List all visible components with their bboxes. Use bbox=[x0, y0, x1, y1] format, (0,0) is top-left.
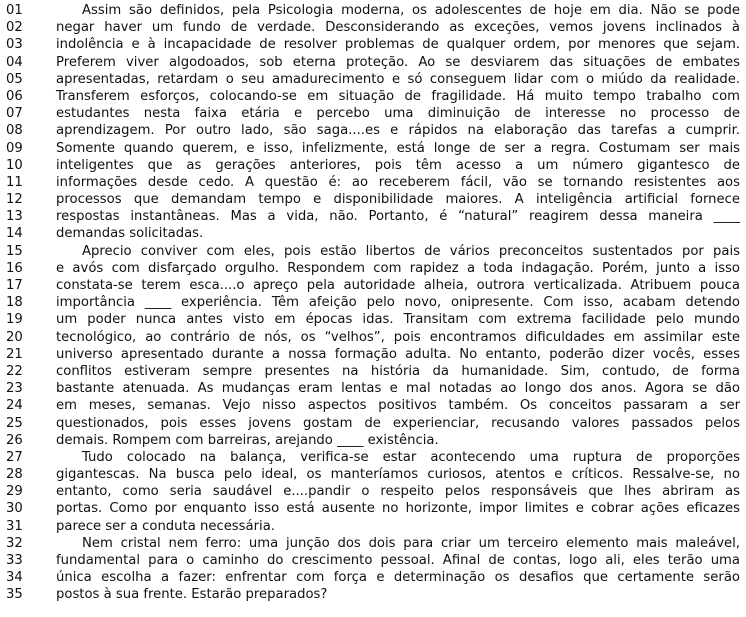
text-line bbox=[0, 174, 746, 191]
line-text: e avós com disfarçado orgulho. Respondem com rapidez a toda indagação. Porém, junto a isso bbox=[56, 260, 740, 276]
line-number: 09 bbox=[6, 140, 23, 156]
text-line bbox=[0, 466, 746, 483]
text-line bbox=[0, 243, 746, 260]
text-line bbox=[0, 2, 746, 19]
text-line bbox=[0, 346, 746, 363]
text-line bbox=[0, 518, 746, 535]
line-number: 20 bbox=[6, 329, 23, 345]
line-number: 03 bbox=[6, 37, 23, 53]
text-line bbox=[0, 569, 746, 586]
line-number: 06 bbox=[6, 88, 23, 104]
line-text: Nem cristal nem ferro: uma junção dos dois para criar um terceiro elemento mais maleável, bbox=[82, 535, 740, 551]
line-text: um poder nunca antes visto em épocas idas. Transitam com extrema facilidade pelo mundo bbox=[56, 312, 740, 328]
line-text: estudantes nesta faixa etária e percebo uma diminuição de interesse no processo de bbox=[56, 106, 740, 122]
text-line bbox=[0, 88, 746, 105]
text-line bbox=[0, 363, 746, 380]
text-line bbox=[0, 329, 746, 346]
line-text: questionados, pois esses jovens gostam de experienciar, recusando valores passados pelos bbox=[56, 415, 740, 431]
text-line bbox=[0, 225, 746, 242]
text-line bbox=[0, 311, 746, 328]
text-line bbox=[0, 449, 746, 466]
line-number: 17 bbox=[6, 278, 23, 293]
text-line bbox=[0, 586, 746, 603]
text-line bbox=[0, 380, 746, 397]
line-text: informações desde cedo. A questão é: ao receberem fácil, vão se tornando resistentes aos bbox=[56, 174, 740, 190]
line-number: 29 bbox=[6, 484, 23, 500]
text-line bbox=[0, 552, 746, 569]
line-number: 05 bbox=[6, 71, 23, 87]
text-line bbox=[0, 483, 746, 500]
line-number: 21 bbox=[6, 346, 23, 362]
text-line bbox=[0, 122, 746, 139]
line-number: 07 bbox=[6, 106, 23, 122]
text-line bbox=[0, 157, 746, 174]
text-line bbox=[0, 432, 746, 449]
line-text: importância ____ experiência. Têm afeição pelo novo, onipresente. Com isso, acabam detendo bbox=[56, 295, 740, 311]
line-number: 08 bbox=[6, 123, 23, 139]
line-text: apresentadas, retardam o seu amadurecimento e só conseguem lidar com o miúdo da realidade. bbox=[56, 71, 740, 87]
line-text: Assim são definidos, pela Psicologia moderna, os adolescentes de hoje em dia. Não se pode bbox=[82, 3, 740, 18]
text-line bbox=[0, 105, 746, 122]
line-number: 32 bbox=[6, 535, 23, 551]
line-text: indolência e à incapacidade de resolver problemas de qualquer ordem, por menores que sejam. bbox=[56, 37, 740, 53]
text-line bbox=[0, 71, 746, 88]
text-line bbox=[0, 191, 746, 208]
line-number: 18 bbox=[6, 295, 23, 311]
line-number: 27 bbox=[6, 449, 23, 465]
line-text: Aprecio conviver com eles, pois estão libertos de vários preconceitos sustentados por pais bbox=[82, 243, 740, 259]
text-line bbox=[0, 19, 746, 36]
line-number: 35 bbox=[6, 587, 23, 603]
line-text: negar haver um fundo de verdade. Desconsiderando as exceções, vemos jovens inclinados à bbox=[56, 20, 740, 36]
line-number: 23 bbox=[6, 381, 23, 397]
line-number: 15 bbox=[6, 243, 23, 259]
line-number: 19 bbox=[6, 312, 23, 328]
line-number: 31 bbox=[6, 518, 23, 534]
line-number: 14 bbox=[6, 226, 23, 242]
text-line bbox=[0, 397, 746, 414]
line-number: 16 bbox=[6, 260, 23, 276]
document-text bbox=[0, 2, 746, 604]
line-text: demais. Rompem com barreiras, arejando ____ existência. bbox=[56, 432, 439, 448]
line-number: 24 bbox=[6, 398, 23, 414]
line-text: demandas solicitadas. bbox=[56, 226, 204, 242]
line-text: processos que demandam tempo e disponibilidade maiores. A inteligência artificial fornece bbox=[56, 192, 740, 208]
line-text: fundamental para o caminho do crescimento pessoal. Afinal de contas, logo ali, eles terão uma bbox=[56, 553, 740, 568]
line-text: parece ser a conduta necessária. bbox=[56, 518, 275, 534]
line-text: universo apresentado durante a nossa formação adulta. No entanto, poderão dizer vocês, esses bbox=[56, 346, 740, 362]
line-number: 28 bbox=[6, 467, 23, 483]
line-number: 30 bbox=[6, 501, 23, 517]
line-number: 01 bbox=[6, 3, 23, 18]
text-line bbox=[0, 294, 746, 311]
line-text: constata-se terem esca....o apreço pela autoridade alheia, outrora verticalizada. Atribuem pouca bbox=[56, 278, 740, 293]
line-text: portas. Como por enquanto isso está ausente no horizonte, impor limites e cobrar ações eficazes bbox=[56, 501, 740, 517]
line-text: em meses, semanas. Vejo nisso aspectos positivos também. Os conceitos passaram a ser bbox=[56, 398, 740, 414]
line-text: bastante atenuada. As mudanças eram lentas e mal notadas ao longo dos anos. Agora se dão bbox=[56, 381, 740, 397]
text-line bbox=[0, 54, 746, 71]
line-text: tecnológico, ao contrário de nós, os “velhos”, pois encontramos dificuldades em assimilar este bbox=[56, 329, 740, 345]
line-text: inteligentes que as gerações anteriores, pois têm acesso a um número gigantesco de bbox=[56, 157, 740, 173]
line-number: 10 bbox=[6, 157, 23, 173]
line-text: respostas instantâneas. Mas a vida, não. Portanto, é “natural” reagirem dessa maneira ____ bbox=[56, 209, 740, 225]
line-number: 11 bbox=[6, 174, 23, 190]
line-text: conflitos estiveram sempre presentes na história da humanidade. Sim, contudo, de forma bbox=[56, 363, 740, 379]
line-number: 02 bbox=[6, 20, 23, 36]
text-line bbox=[0, 535, 746, 552]
line-number: 22 bbox=[6, 363, 23, 379]
line-number: 25 bbox=[6, 415, 23, 431]
text-line bbox=[0, 208, 746, 225]
text-line bbox=[0, 277, 746, 294]
line-text: única escolha a fazer: enfrentar com força e determinação os desafios que certamente serão bbox=[56, 570, 740, 586]
line-number: 34 bbox=[6, 570, 23, 586]
line-text: Tudo colocado na balança, verifica-se estar acontecendo uma ruptura de proporções bbox=[82, 449, 740, 465]
text-line bbox=[0, 260, 746, 277]
line-number: 33 bbox=[6, 553, 23, 568]
line-text: aprendizagem. Por outro lado, são saga....es e rápidos na elaboração das tarefas a cumprir. bbox=[56, 123, 740, 139]
line-text: entanto, como seria saudável e....pandir o respeito pelos responsáveis que lhes abriram as bbox=[56, 484, 740, 500]
line-number: 13 bbox=[6, 209, 23, 225]
text-line bbox=[0, 36, 746, 53]
text-line bbox=[0, 140, 746, 157]
line-number: 04 bbox=[6, 54, 23, 70]
line-text: gigantescas. Na busca pelo ideal, os manteríamos curiosos, atentos e críticos. Ressalve-se, no bbox=[56, 467, 740, 483]
line-number: 12 bbox=[6, 192, 23, 208]
line-text: Somente quando querem, e isso, infelizmente, está longe de ser a regra. Costumam ser mais bbox=[56, 140, 740, 156]
line-text: Transferem esforços, colocando-se em situação de fragilidade. Há muito tempo trabalho com bbox=[56, 88, 740, 104]
text-line bbox=[0, 500, 746, 517]
text-line bbox=[0, 415, 746, 432]
line-number: 26 bbox=[6, 432, 23, 448]
line-text: postos à sua frente. Estarão preparados? bbox=[56, 587, 328, 603]
line-text: Preferem viver algodoados, sob eterna proteção. Ao se desviarem das situações de embates bbox=[56, 54, 740, 70]
